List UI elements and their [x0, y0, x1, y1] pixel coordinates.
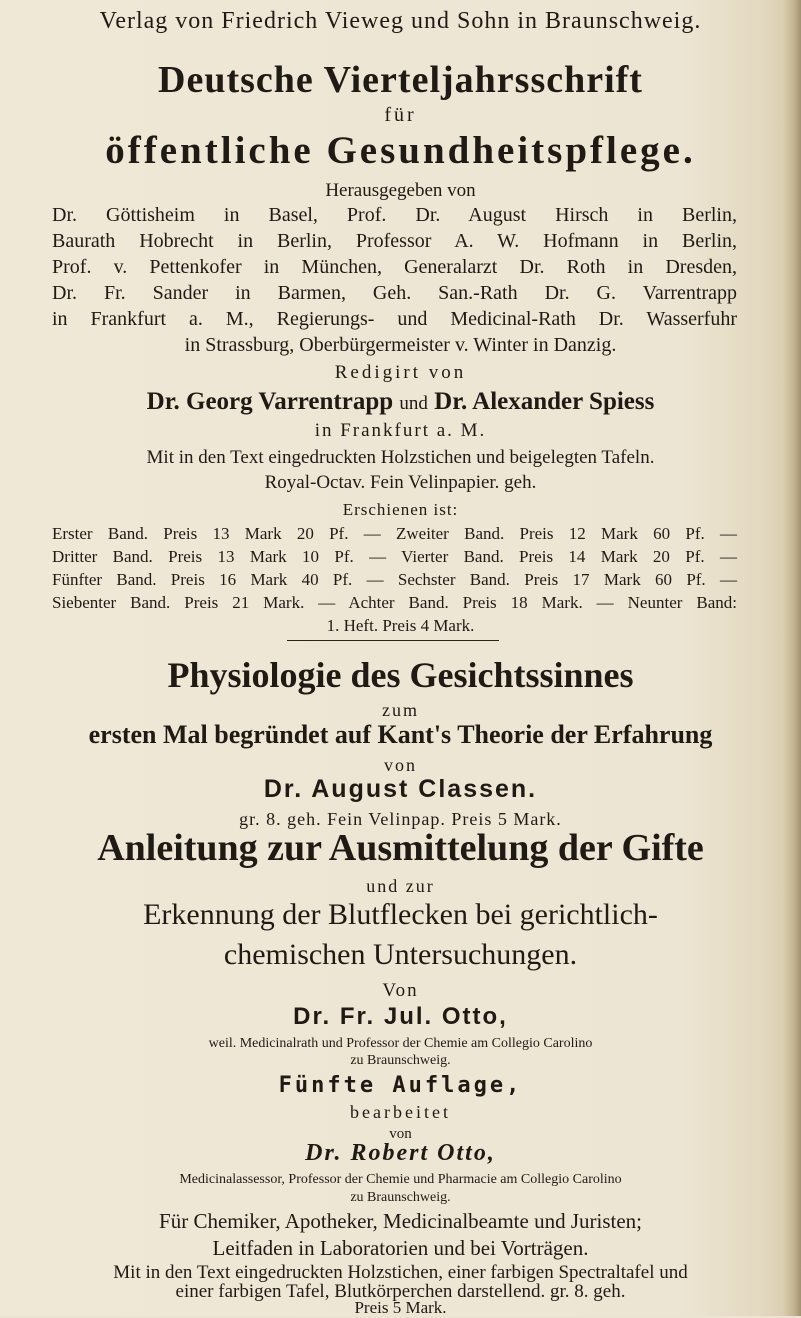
gifte-editor-info-1: Medicinalassessor, Professor der Chemie und Pharmacie am Collegio Carolino	[179, 1172, 622, 1187]
gifte-auflage: Fünfte Auflage,	[278, 1073, 523, 1098]
physiologie-subtitle: ersten Mal begründet auf Kant's Theorie der Erfahrung	[88, 720, 713, 749]
gifte-title: Anleitung zur Ausmittelung der Gifte	[97, 827, 704, 869]
redigirt-von: Redigirt von	[334, 362, 467, 383]
editors-line-6: in Strassburg, Oberbürgermeister v. Winter in Danzig.	[184, 334, 617, 356]
gifte-target-2: Leitfaden in Laboratorien und bei Vorträgen.	[212, 1236, 589, 1260]
gifte-und-zur: und zur	[366, 876, 435, 896]
section-divider	[287, 640, 499, 641]
editors-line-5: in Frankfurt a. M., Regierungs- und Medicinal-Rath Dr. Wasserfuhr	[52, 308, 737, 330]
editors-line-4: Dr. Fr. Sander in Barmen, Geh. San.-Rath Dr. G. Varrentrapp	[52, 282, 737, 304]
physiologie-info: gr. 8. geh. Fein Velinpap. Preis 5 Mark.	[239, 809, 562, 829]
journal-title-2: öffentliche Gesundheitspflege.	[105, 129, 696, 172]
redakteure	[0, 388, 801, 416]
journal-info-2: Royal-Octav. Fein Velinpapier. geh.	[264, 472, 537, 493]
gifte-target-1: Für Chemiker, Apotheker, Medicinalbeamte und Juristen;	[159, 1209, 642, 1233]
gifte-price: Preis 5 Mark.	[354, 1298, 447, 1317]
redakteur-varrentrapp: Dr. Georg Varrentrapp	[146, 388, 394, 415]
baende-line-1: Erster Band. Preis 13 Mark 20 Pf. — Zweiter Band. Preis 12 Mark 60 Pf. —	[52, 524, 737, 543]
gifte-author: Dr. Fr. Jul. Otto,	[293, 1003, 508, 1030]
journal-fuer: für	[384, 104, 417, 126]
gifte-editor: Dr. Robert Otto,	[305, 1140, 496, 1166]
baende-line-4: Siebenter Band. Preis 21 Mark. — Achter Band. Preis 18 Mark. — Neunter Band:	[52, 593, 737, 612]
editors-line-1: Dr. Göttisheim in Basel, Prof. Dr. August Hirsch in Berlin,	[52, 204, 737, 226]
redaktion-ort: in Frankfurt a. M.	[314, 420, 487, 441]
gifte-author-info-2: zu Braunschweig.	[350, 1053, 451, 1068]
gifte-subtitle-2: chemischen Untersuchungen.	[223, 938, 578, 971]
physiologie-von: von	[384, 755, 417, 775]
editors-heading: Herausgegeben von	[325, 180, 476, 201]
baende-line-3: Fünfter Band. Preis 16 Mark 40 Pf. — Sechster Band. Preis 17 Mark 60 Pf. —	[52, 570, 737, 589]
physiologie-title: Physiologie des Gesichtssinnes	[167, 655, 634, 695]
gifte-info-2: einer farbigen Tafel, Blutkörperchen darstellend. gr. 8. geh.	[175, 1281, 626, 1302]
physiologie-zum: zum	[382, 700, 419, 720]
gifte-subtitle-1: Erkennung der Blutflecken bei gerichtlich-	[143, 898, 658, 931]
editors-line-2: Baurath Hobrecht in Berlin, Professor A. W. Hofmann in Berlin,	[52, 230, 737, 252]
physiologie-author: Dr. August Classen.	[263, 775, 538, 803]
publisher-line: Verlag von Friedrich Vieweg und Sohn in Braunschweig.	[99, 8, 702, 34]
baende-line-2: Dritter Band. Preis 13 Mark 10 Pf. — Vierter Band. Preis 14 Mark 20 Pf. —	[52, 547, 737, 566]
gifte-von-2: von	[389, 1126, 412, 1142]
journal-info-1: Mit in den Text eingedruckten Holzstichen und beigelegten Tafeln.	[146, 447, 655, 468]
gifte-author-info-1: weil. Medicinalrath und Professor der Chemie am Collegio Carolino	[208, 1036, 593, 1051]
gifte-von: Von	[382, 980, 419, 1001]
editors-line-3: Prof. v. Pettenkofer in München, Generalarzt Dr. Roth in Dresden,	[52, 256, 737, 278]
erschienen-ist: Erschienen ist:	[342, 500, 459, 519]
baende-line-5: 1. Heft. Preis 4 Mark.	[326, 616, 475, 635]
redakteure-und: und	[399, 393, 428, 414]
redakteur-spiess: Dr. Alexander Spiess	[434, 388, 655, 415]
journal-title-1: Deutsche Vierteljahrsschrift	[158, 59, 643, 101]
gifte-editor-info-2: zu Braunschweig.	[350, 1190, 451, 1205]
gifte-info-1: Mit in den Text eingedruckten Holzstichen, einer farbigen Spectraltafel und	[113, 1262, 688, 1283]
gifte-bearbeitet: bearbeitet	[350, 1102, 451, 1122]
